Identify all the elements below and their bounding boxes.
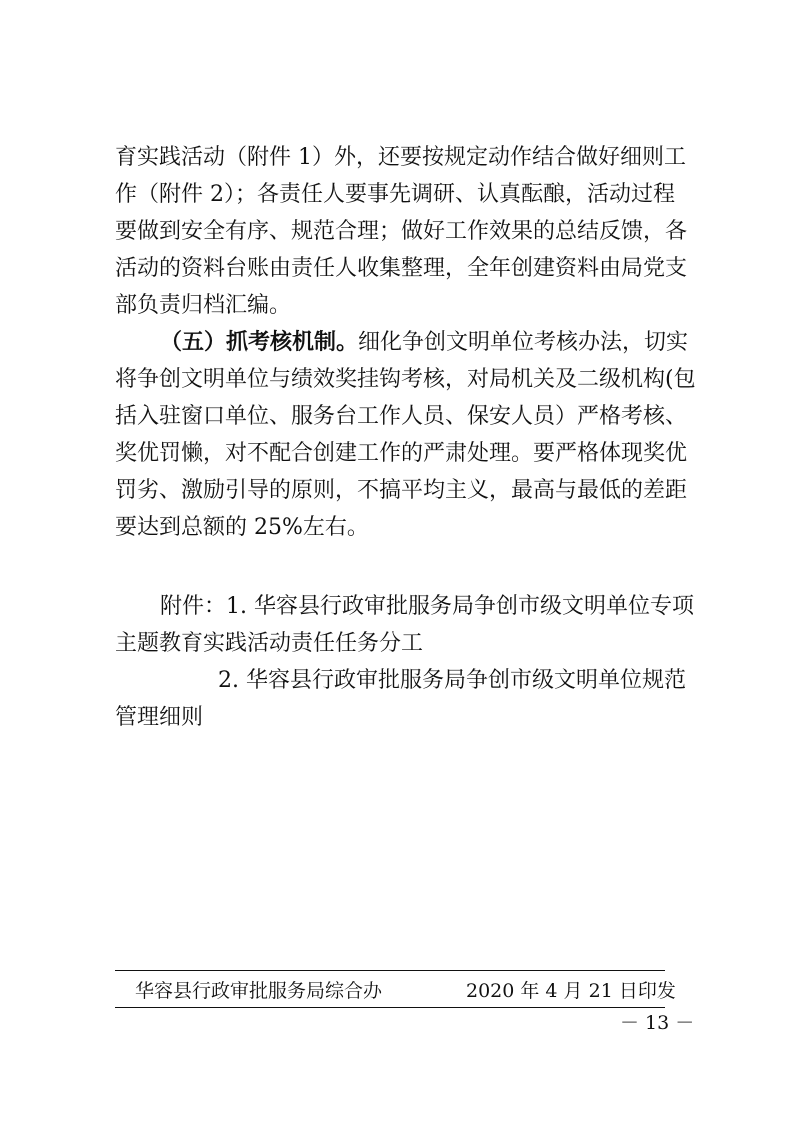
attachment-line-3: 2. 华容县行政审批服务局争创市级文明单位规范 [218,668,686,693]
body-line: 将争创文明单位与绩效奖挂钩考核，对局机关及二级机构(包 [115,367,696,392]
attachment-line-2: 主题教育实践活动责任任务分工 [115,631,424,656]
body-line: 括入驻窗口单位、服务台工作人员、保安人员）严格考核、 [115,404,688,429]
body-line: 育实践活动（附件 1）外，还要按规定动作结合做好细则工 [115,145,686,170]
body-line: 要做到安全有序、规范合理；做好工作效果的总结反馈，各 [115,219,688,244]
body-line: 要达到总额的 25%左右。 [115,515,369,540]
footer-top-rule [115,970,665,971]
page-number: － 13 － [620,1012,695,1034]
body-line: 罚劣、激励引导的原则，不搞平均主义，最高与最低的差距 [115,478,688,503]
attachment-line-1: 附件：1. 华容县行政审批服务局争创市级文明单位专项 [160,594,694,619]
body-line: 作（附件 2）；各责任人要事先调研、认真酝酿，活动过程 [115,182,675,207]
body-line: 奖优罚懒，对不配合创建工作的严肃处理。要严格体现奖优 [115,441,688,466]
body-line: 部负责归档汇编。 [115,293,292,318]
footer-date: 2020 年 4 月 21 日印发 [466,980,676,1002]
section-heading: （五）抓考核机制。 [160,330,359,355]
body-line: 活动的资料台账由责任人收集整理，全年创建资料由局党支 [115,256,688,281]
body-text: 细化争创文明单位考核办法，切实 [358,330,689,355]
attachment-line-4: 管理细则 [115,705,204,730]
footer-bottom-rule [115,1007,665,1008]
section-heading-line [160,328,688,358]
footer-issuer: 华容县行政审批服务局综合办 [135,980,383,1002]
